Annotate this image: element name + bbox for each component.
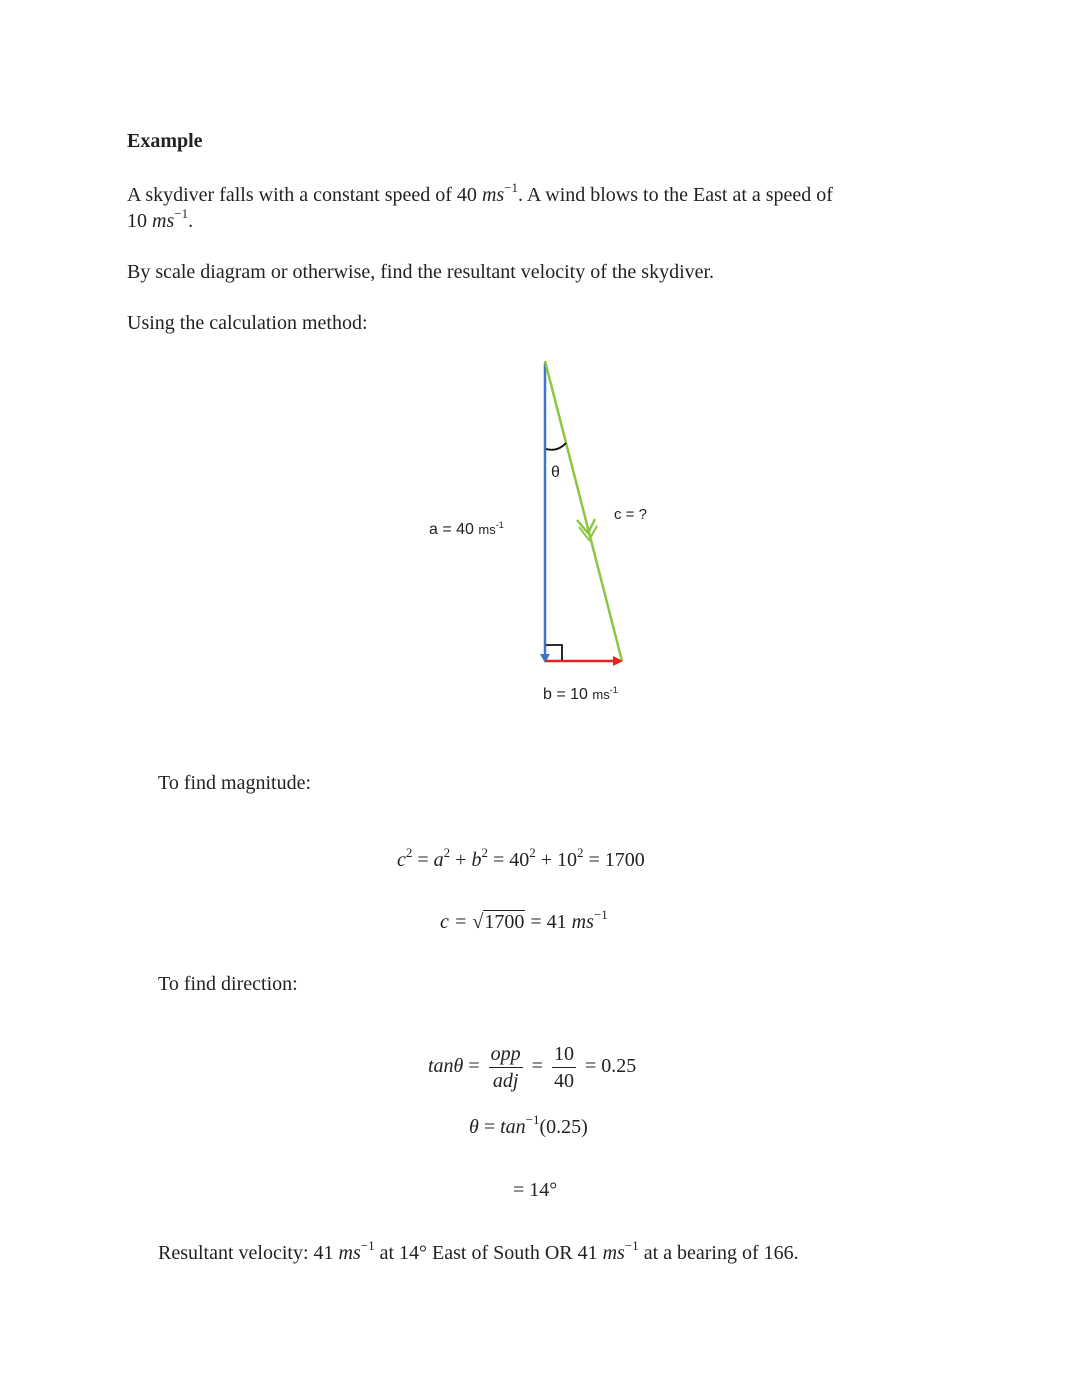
var-b: b [471,849,482,871]
exp: 2 [481,845,488,860]
problem-text: . A wind blows to the East at a speed of [518,184,833,206]
equation-tan [428,1038,636,1094]
vector-c-line [545,361,622,661]
unit: ms [478,522,496,537]
eq: = [483,1116,496,1138]
theta-label: θ [551,464,560,481]
denominator: adj [492,1069,519,1092]
result-text: Resultant velocity: 41 [158,1242,334,1264]
equation-pythagoras [397,845,645,872]
unit-exponent: −1 [360,1238,375,1253]
unit-exponent: −1 [504,180,519,195]
unit: ms [152,210,175,232]
magnitude-label: To find magnitude: [158,772,312,794]
term: = 40 [492,849,530,871]
eq: = [468,1055,480,1077]
unit-exponent: -1 [495,520,504,530]
numerator: 10 [552,1041,576,1068]
term: + 10 [540,849,578,871]
unit-exponent: -1 [609,685,618,695]
exp: −1 [525,1112,540,1127]
a-value: a = 40 [429,521,474,538]
result-text: at 14° East of South OR 41 [379,1242,598,1264]
lhs: tanθ [428,1055,464,1077]
fraction-opp-adj [489,1041,523,1094]
c-label: c = ? [614,506,647,523]
equation-arctan [469,1112,588,1139]
plus: + [455,849,467,871]
b-label [543,683,618,707]
unit-exponent: −1 [624,1238,639,1253]
rhs: = 41 [530,911,567,933]
exp: 2 [405,845,413,860]
unit: ms [602,1242,625,1264]
exp: 2 [529,845,536,860]
unit: ms [571,911,594,933]
direction-label: To find direction: [158,973,298,995]
method-label: Using the calculation method: [127,312,368,334]
arg: (0.25) [539,1116,588,1138]
theta: θ [469,1116,479,1138]
resultant-velocity [158,1238,799,1265]
equation-sqrt [440,907,608,934]
eq: = [531,1055,543,1077]
lhs: c = [440,911,468,933]
numerator: opp [489,1041,523,1068]
unit-exponent: −1 [174,206,189,221]
radicand: 1700 [484,911,525,933]
right-angle-marker [546,645,562,660]
angle-arc [546,443,566,450]
fraction-10-40 [552,1041,576,1094]
a-label [429,518,504,542]
var-a: a [433,849,444,871]
fn: tan [500,1116,526,1138]
sqrt-icon: √ [472,911,484,933]
rhs: = 0.25 [584,1055,637,1077]
var-c: c [397,849,406,871]
unit: ms [338,1242,361,1264]
result-text: at a bearing of 166. [643,1242,799,1264]
exp: 2 [443,845,451,860]
unit: ms [592,687,610,702]
problem-text: A skydiver falls with a constant speed of 40 [127,184,477,206]
eq: = [417,849,429,871]
b-value: b = 10 [543,686,588,703]
exp: 2 [577,845,584,860]
problem-text: 10 [127,210,147,232]
result: = 1700 [588,849,645,871]
example-heading: Example [127,130,203,152]
equation-result: = 14° [513,1179,558,1201]
unit-exponent: −1 [593,907,608,922]
problem-text: . [188,210,194,232]
unit: ms [481,184,505,206]
denominator: 40 [553,1069,574,1092]
instruction: By scale diagram or otherwise, find the resultant velocity of the skydiver. [127,261,715,283]
